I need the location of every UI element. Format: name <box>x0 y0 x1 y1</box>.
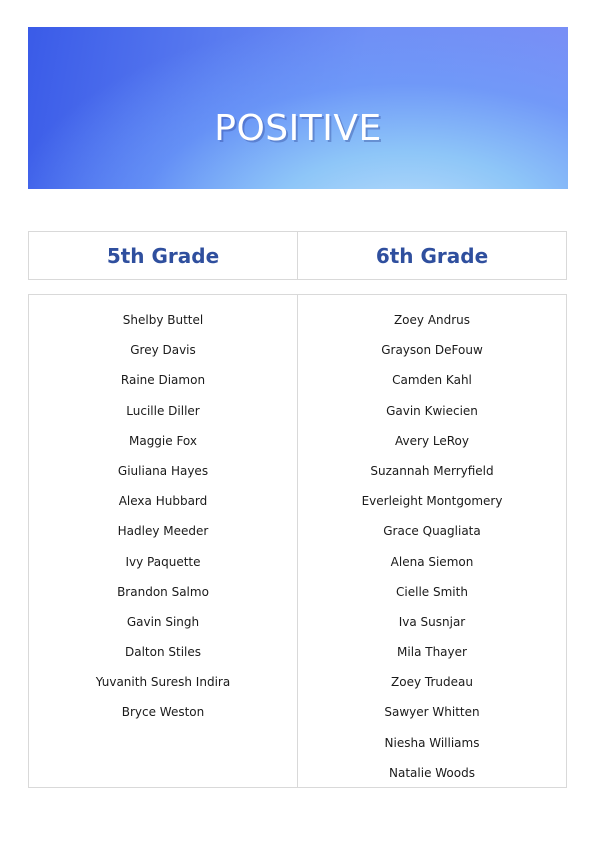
grade-5-names-list <box>29 295 297 787</box>
student-name: Camden Kahl <box>392 373 472 388</box>
grade-5-heading: 5th Grade <box>106 243 220 268</box>
grade-6-names-list <box>297 295 566 787</box>
student-name: Ivy Paquette <box>125 554 201 569</box>
banner-title: POSITIVE <box>214 108 382 149</box>
student-name: Brandon Salmo <box>117 584 209 599</box>
title-banner <box>28 27 568 189</box>
student-name: Mila Thayer <box>397 645 467 660</box>
student-name: Hadley Meeder <box>117 524 209 539</box>
student-name: Iva Susnjar <box>398 614 466 629</box>
student-name: Alexa Hubbard <box>118 494 208 509</box>
grade-6-heading: 6th Grade <box>297 232 566 279</box>
student-name: Suzannah Merryfield <box>370 463 494 478</box>
student-name: Grace Quagliata <box>383 524 481 539</box>
names-table <box>28 294 567 788</box>
student-name: Zoey Andrus <box>393 313 471 327</box>
student-name: Maggie Fox <box>128 433 198 448</box>
student-name: Gavin Kwiecien <box>386 403 478 418</box>
student-name: Alena Siemon <box>390 554 474 569</box>
student-name: Cielle Smith <box>396 584 468 599</box>
student-name: Yuvanith Suresh Indira <box>95 675 231 690</box>
student-name: Niesha Williams <box>384 735 480 750</box>
student-name: Natalie Woods <box>389 765 475 780</box>
student-name: Grey Davis <box>130 343 196 358</box>
student-name: Grayson DeFouw <box>381 343 483 358</box>
student-name: Avery LeRoy <box>395 433 469 448</box>
student-name: Raine Diamon <box>120 373 206 388</box>
student-name: Dalton Stiles <box>124 645 202 660</box>
grade-header-table <box>28 231 567 280</box>
student-name: Everleight Montgomery <box>361 494 503 509</box>
student-name: Lucille Diller <box>126 403 200 418</box>
student-name: Zoey Trudeau <box>391 675 473 690</box>
student-name: Shelby Buttel <box>122 313 204 327</box>
student-name: Bryce Weston <box>121 705 205 720</box>
student-name: Giuliana Hayes <box>117 463 209 478</box>
student-name: Sawyer Whitten <box>384 705 480 720</box>
student-name: Gavin Singh <box>126 614 200 629</box>
